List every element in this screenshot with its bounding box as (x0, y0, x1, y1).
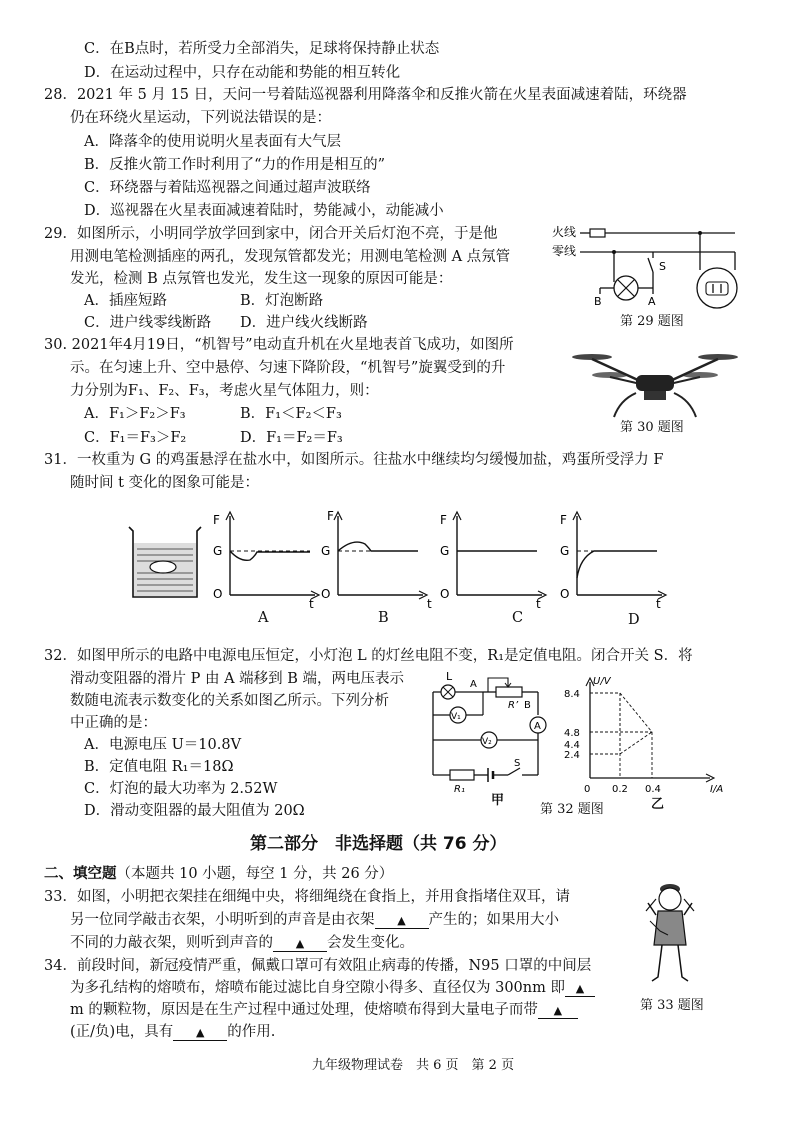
q29-stem-line1: 29．如图所示，小明同学放学回到家中，闭合开关后灯泡不亮，于是他 (44, 226, 498, 242)
switch-s-icon (508, 768, 520, 775)
section2-heading (44, 864, 393, 884)
svg-text:0.4: 0.4 (645, 784, 661, 795)
q31-graph-c (432, 510, 552, 610)
q31-graph-d (552, 510, 672, 610)
svg-text:F: F (327, 509, 334, 523)
resistor-r1-icon (450, 770, 474, 780)
svg-text:V₂: V₂ (482, 737, 492, 747)
svg-text:4.4: 4.4 (564, 740, 580, 751)
q34-blank-1[interactable]: ▲ (565, 982, 595, 997)
curve-d (577, 551, 657, 578)
q33-student-figure (640, 875, 700, 995)
socket-icon (697, 268, 737, 308)
q30-option-a: A．F₁＞F₂＞F₃ (84, 406, 186, 422)
q34-line3: m 的颗粒物，原因是在生产过程中通过处理，使熔喷布得到大量电子而带 ▲ (70, 1000, 578, 1020)
fuse-icon (590, 229, 605, 237)
svg-text:F: F (213, 513, 220, 527)
svg-text:t: t (536, 597, 541, 611)
svg-text:0: 0 (584, 784, 591, 795)
svg-text:A: A (534, 721, 541, 732)
svg-text:8.4: 8.4 (564, 689, 580, 700)
q32-stem-line4: 中正确的是： (70, 715, 157, 731)
q34-line1: 34．前段时间，新冠疫情严重，佩戴口罩可有效阻止病毒的传播，N95 口罩的中间层 (44, 958, 592, 974)
q30-drone-figure (570, 345, 740, 420)
q30-stem-line1: 30. 2021年4月19日，“机智号”电动直升机在火星地表首飞成功，如图所 (44, 337, 514, 353)
section2-note: （本题共 10 小题，每空 1 分，共 26 分） (116, 866, 394, 882)
q30-stem-line3: 力分别为F₁、F₂、F₃，考虑火星气体阻力，则： (70, 383, 379, 399)
q28-option-c: C．环绕器与着陆巡视器之间通过超声波联络 (84, 180, 371, 196)
q33-figure-caption: 第 33 题图 (640, 998, 704, 1013)
q29-point-a: A (648, 295, 656, 308)
svg-text:L: L (446, 670, 453, 683)
svg-text:0.2: 0.2 (612, 784, 628, 795)
q29-option-a: A．插座短路 (84, 293, 167, 309)
svg-text:4.8: 4.8 (564, 728, 580, 739)
q30-option-b: B．F₁＜F₂＜F₃ (240, 406, 342, 422)
q30-option-c: C．F₁＝F₃＞F₂ (84, 430, 187, 446)
svg-text:R’: R’ (508, 700, 519, 711)
q30-stem-line2: 示。在匀速上升、空中悬停、匀速下降阶段，“机智号”旋翼受到的升 (70, 360, 506, 376)
q32-graph-label: 乙 (651, 797, 665, 812)
q34-blank-3[interactable]: ▲ (173, 1026, 227, 1041)
q32-option-d: D．滑动变阻器的最大阻值为 20Ω (84, 803, 305, 819)
q32-stem-line2: 滑动变阻器的滑片 P 由 A 端移到 B 端，两电压表示 (70, 671, 405, 687)
svg-text:G: G (440, 544, 450, 558)
q31-graph-a-label: A (258, 610, 269, 626)
q28-option-b: B．反推火箭工作时利用了“力的作用是相互的” (84, 157, 385, 173)
q28-stem-line2: 仍在环绕火星运动，下列说法错误的是： (70, 110, 331, 126)
q31-graph-d-label: D (628, 612, 640, 628)
q32-graph-figure (560, 672, 724, 795)
q31-graph-a (205, 510, 325, 610)
svg-text:A: A (470, 679, 477, 690)
svg-text:t: t (656, 597, 661, 611)
svg-text:G: G (560, 544, 570, 558)
switch-icon (648, 258, 653, 272)
svg-text:G: G (213, 544, 223, 558)
q31-stem-line1: 31．一枚重为 G 的鸡蛋悬浮在盐水中，如图所示。往盐水中继续均匀缓慢加盐，鸡蛋所受浮力 F (44, 452, 664, 468)
svg-text:t: t (309, 597, 314, 611)
svg-text:O: O (440, 587, 450, 601)
q29-stem-line2: 用测电笔检测插座的两孔，发现氖管都发光；用测电笔检测 A 点氖管 (70, 249, 511, 265)
q32-stem-line1: 32．如图甲所示的电路中电源电压恒定，小灯泡 L 的灯丝电阻不变，R₁是定值电阻。闭合开关 S．将 (44, 648, 693, 664)
q33-blank-1[interactable]: ▲ (375, 914, 429, 929)
q29-neutral-wire-label: 零线 (552, 244, 577, 258)
svg-text:I/A: I/A (710, 784, 724, 795)
section2-title: 二、填空题 (44, 866, 117, 882)
svg-text:B: B (524, 700, 531, 711)
rheostat-icon (496, 687, 522, 697)
q32-figure-caption: 第 32 题图 (540, 802, 604, 817)
svg-text:t: t (427, 597, 432, 611)
q32-option-b: B．定值电阻 R₁＝18Ω (84, 759, 234, 775)
q34-blank-2[interactable]: ▲ (538, 1004, 578, 1019)
svg-text:O: O (321, 587, 331, 601)
svg-text:S: S (514, 758, 521, 769)
curve-a (230, 551, 310, 560)
svg-text:F: F (440, 513, 447, 527)
q34-line4: (正/负)电，具有 ▲ 的作用. (70, 1024, 276, 1040)
q34-line2: 为多孔结构的熔喷布，熔喷布能过滤比自身空隙小得多、直径仅为 300nm 即 ▲ (70, 978, 595, 998)
q32-stem-line3: 数随电流表示数变化的关系如图乙所示。下列分析 (70, 693, 389, 709)
q31-graph-c-label: C (512, 610, 524, 626)
q31-graph-b-label: B (378, 610, 389, 626)
egg-icon (150, 561, 176, 573)
svg-text:V₁: V₁ (451, 712, 461, 722)
svg-text:O: O (560, 587, 570, 601)
svg-text:U/V: U/V (593, 676, 611, 687)
svg-text:R₁: R₁ (454, 784, 465, 795)
q30-figure-caption: 第 30 题图 (620, 420, 684, 435)
svg-text:O: O (213, 587, 223, 601)
svg-text:F: F (560, 513, 567, 527)
q29-option-c: C．进户线零线断路 (84, 315, 212, 331)
q32-option-a: A．电源电压 U＝10.8V (84, 737, 242, 753)
q33-line2: 另一位同学敲击衣架，小明听到的声音是由衣架 ▲ 产生的；如果用大小 (70, 912, 559, 928)
q29-circuit-figure (550, 222, 750, 322)
q33-blank-2[interactable]: ▲ (273, 937, 327, 952)
q32-circuit-label: 甲 (491, 793, 505, 808)
q31-graph-b (313, 510, 433, 610)
svg-text:2.4: 2.4 (564, 750, 580, 761)
svg-text:G: G (321, 544, 331, 558)
q29-live-wire-label: 火线 (552, 225, 577, 239)
q29-stem-line3: 发光，检测 B 点氖管也发光，发生这一现象的原因可能是： (70, 271, 453, 287)
q33-line3: 不同的力敲衣架，则听到声音的 ▲ 会发生变化。 (70, 935, 414, 951)
q29-switch-label: S (659, 260, 666, 273)
q28-stem-line1: 28．2021 年 5 月 15 日，天问一号着陆巡视器利用降落伞和反推火箭在火星表面减速着陆，环绕器 (44, 87, 687, 103)
q31-stem-line2: 随时间 t 变化的图象可能是： (70, 475, 260, 491)
q29-option-b: B．灯泡断路 (240, 293, 324, 309)
q33-line1: 33．如图，小明把衣架挂在细绳中央，将细绳绕在食指上，并用食指堵住双耳，请 (44, 889, 570, 905)
page-footer: 九年级物理试卷 共 6 页 第 2 页 (312, 1058, 515, 1073)
q29-option-d: D．进户线火线断路 (240, 315, 368, 331)
q27-option-d: D．在运动过程中，只存在动能和势能的相互转化 (84, 65, 401, 81)
part2-title: 第二部分 非选择题（共 76 分） (250, 834, 507, 854)
q28-option-d: D．巡视器在火星表面减速着陆时，势能减小，动能减小 (84, 203, 444, 219)
q31-beaker-figure (125, 525, 205, 605)
curve-b (338, 542, 418, 551)
q29-point-b: B (594, 295, 602, 308)
q30-option-d: D．F₁＝F₂＝F₃ (240, 430, 343, 446)
q29-figure-caption: 第 29 题图 (620, 314, 684, 329)
q27-option-c: C．在B点时，若所受力全部消失，足球将保持静止状态 (84, 41, 440, 57)
q32-option-c: C．灯泡的最大功率为 2.52W (84, 781, 278, 797)
q28-option-a: A．降落伞的使用说明火星表面有大气层 (84, 134, 341, 150)
q32-circuit-figure (428, 670, 573, 800)
